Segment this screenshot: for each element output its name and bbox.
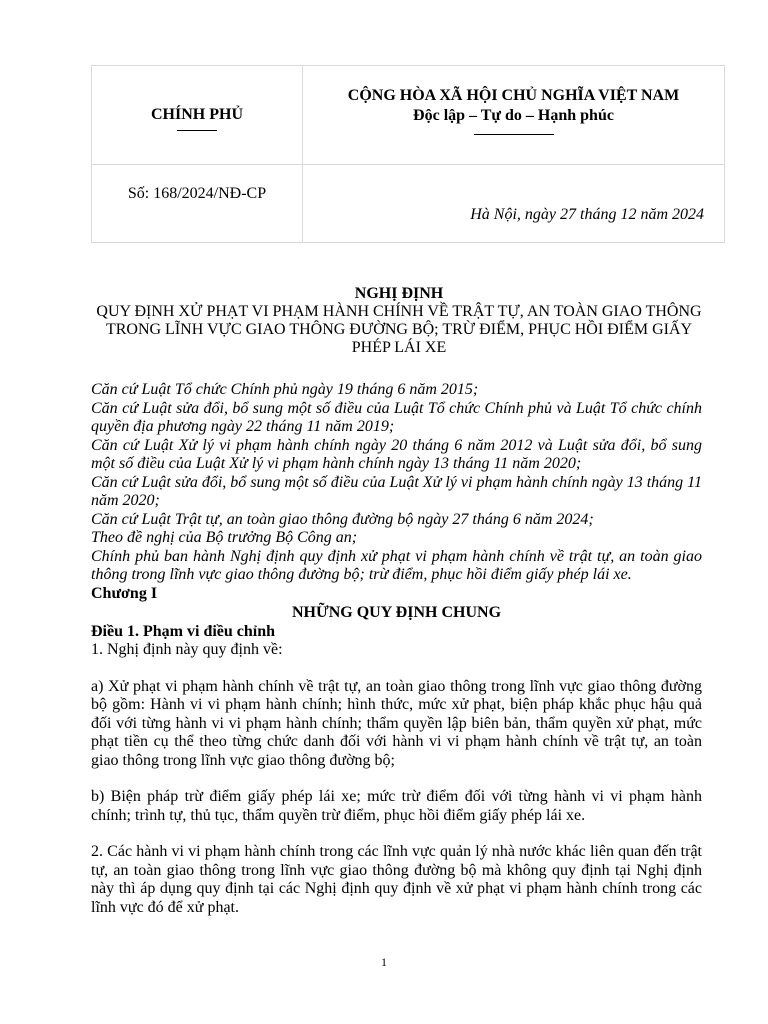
article-title: Điều 1. Phạm vi điều chỉnh xyxy=(91,622,276,640)
place-date-cell xyxy=(303,164,725,242)
preamble-line: Căn cứ Luật sửa đổi, bổ sung một số điều của Luật Tổ chức Chính phủ và Luật Tổ chức chính quyền địa phương ngày 22 tháng 11 năm 2019; xyxy=(91,399,702,435)
issuer-cell xyxy=(92,66,303,165)
document-body xyxy=(91,381,702,917)
document-number-cell xyxy=(92,164,303,242)
chapter-title: NHỮNG QUY ĐỊNH CHUNG xyxy=(291,604,502,621)
preamble-line: Căn cứ Luật Xử lý vi phạm hành chính ngày 20 tháng 6 năm 2012 và Luật sửa đổi, bổ sung một số điều của Luật Xử lý vi phạm hành chính ngày 13 tháng 11 năm 2020; xyxy=(91,436,702,472)
clause-1: 1. Nghị định này quy định về: xyxy=(91,641,283,658)
preamble-line: Căn cứ Luật Tổ chức Chính phủ ngày 19 tháng 6 năm 2015; xyxy=(91,381,479,398)
point-a: a) Xử phạt vi phạm hành chính về trật tự, an toàn giao thông trong lĩnh vực giao thông đường bộ gồm: Hành vi vi phạm hành chính; hình thức, mức xử phạt, biện pháp khắc phục hậu quả đối với từng hành vi vi phạm hành chính; thẩm quyền lập biên bản, thẩm quyền xử phạt, mức phạt tiền cụ thể theo từng chức danh đối với hành vi vi phạm hành chính về trật tự, an toàn giao thông trong lĩnh vực giao thông đường bộ; xyxy=(91,677,702,769)
preamble-line: Chính phủ ban hành Nghị định quy định xử phạt vi phạm hành chính về trật tự, an toàn giao thông trong lĩnh vực giao thông đường bộ; trừ điểm, phục hồi điểm giấy phép lái xe. xyxy=(91,547,702,583)
page-number: 1 xyxy=(381,955,387,969)
motto-underline xyxy=(474,134,554,135)
place-date: Hà Nội, ngày 27 tháng 12 năm 2024 xyxy=(470,205,704,223)
motto: Độc lập – Tự do – Hạnh phúc xyxy=(413,107,614,124)
document-header-table xyxy=(91,65,725,243)
document-number: Số: 168/2024/NĐ-CP xyxy=(127,184,267,202)
preamble-line: Căn cứ Luật sửa đổi, bổ sung một số điều của Luật Xử lý vi phạm hành chính ngày 13 tháng 11 năm 2020; xyxy=(91,473,702,509)
clause-2: 2. Các hành vi vi phạm hành chính trong các lĩnh vực quản lý nhà nước khác liên quan đến trật tự, an toàn giao thông trong lĩnh vực giao thông đường bộ mà không quy định tại Nghị định này thì áp dụng quy định tại các Nghị định quy định về xử phạt vi phạm hành chính trong các lĩnh vực đó để xử phạt. xyxy=(91,843,702,916)
issuer-name: CHÍNH PHỦ xyxy=(151,106,243,123)
document-title xyxy=(91,285,707,357)
national-motto xyxy=(303,86,724,126)
point-b: b) Biện pháp trừ điểm giấy phép lái xe; mức trừ điểm đối với từng hành vi vi phạm hành chính; trình tự, thủ tục, thẩm quyền trừ điểm, phục hồi điểm giấy phép lái xe. xyxy=(91,788,702,824)
chapter-label: Chương I xyxy=(91,584,158,602)
preamble-line: Căn cứ Luật Trật tự, an toàn giao thông đường bộ ngày 27 tháng 6 năm 2024; xyxy=(91,510,594,528)
issuer-underline xyxy=(177,130,217,131)
nation-name: CỘNG HÒA XÃ HỘI CHỦ NGHĨA VIỆT NAM xyxy=(347,87,680,104)
document-type: NGHỊ ĐỊNH xyxy=(354,285,444,302)
preamble-line: Theo đề nghị của Bộ trưởng Bộ Công an; xyxy=(91,529,358,546)
document-subject: QUY ĐỊNH XỬ PHẠT VI PHẠM HÀNH CHÍNH VỀ TRẬT TỰ, AN TOÀN GIAO THÔNG TRONG LĨNH VỰC GIAO THÔNG ĐƯỜNG BỘ; TRỪ ĐIỂM, PHỤC HỒI ĐIỂM GIẤY PHÉP LÁI XE xyxy=(96,303,702,356)
national-motto-cell xyxy=(303,66,725,165)
